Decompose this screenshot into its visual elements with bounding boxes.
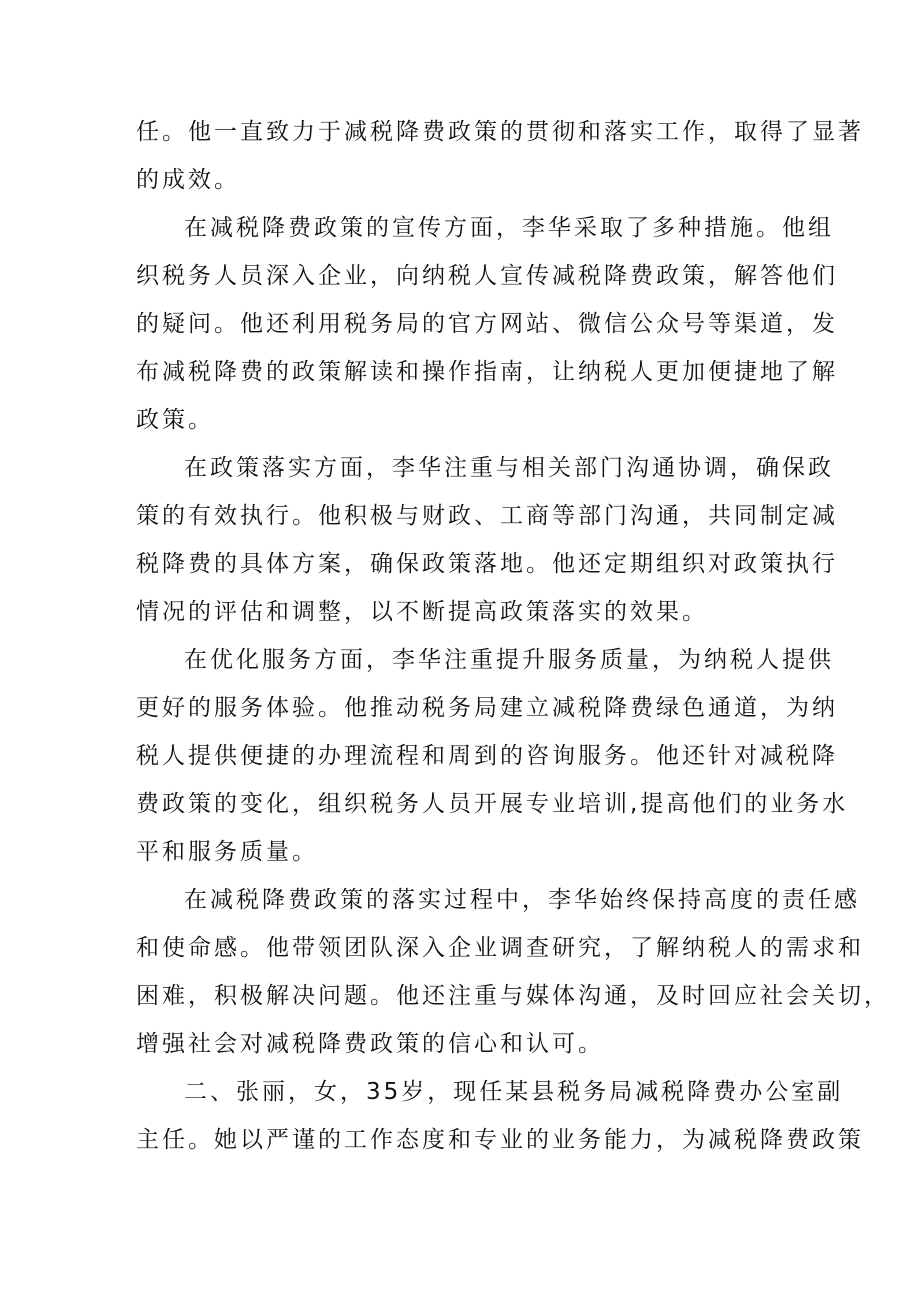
text-line-3: 在减税降费政策的宣传方面，李华采取了多种措施。他组 bbox=[184, 215, 834, 241]
text-line-13: 更好的服务体验。他推动税务局建立减税降费绿色通道，为纳 bbox=[136, 695, 838, 721]
text-line-21: 二、张丽，女，35岁，现任某县税务局减税降费办公室副 bbox=[184, 1079, 844, 1105]
text-line-17: 在减税降费政策的落实过程中，李华始终保持高度的责任感 bbox=[184, 887, 860, 913]
text-line-18: 和使命感。他带领团队深入企业调查研究，了解纳税人的需求和 bbox=[136, 935, 864, 961]
text-line-10: 税降费的具体方案，确保政策落地。他还定期组织对政策执行 bbox=[136, 551, 838, 577]
text-line-16: 平和服务质量。 bbox=[136, 839, 318, 865]
text-line-7: 政策。 bbox=[136, 407, 214, 433]
text-line-1: 任。他一直致力于减税降费政策的贯彻和落实工作，取得了显著 bbox=[136, 119, 864, 145]
text-line-2: 的成效。 bbox=[136, 167, 240, 193]
text-line-12: 在优化服务方面，李华注重提升服务质量，为纳税人提供 bbox=[184, 647, 834, 673]
text-line-8: 在政策落实方面，李华注重与相关部门沟通协调，确保政 bbox=[184, 455, 834, 481]
text-line-9: 策的有效执行。他积极与财政、工商等部门沟通，共同制定减 bbox=[136, 503, 838, 529]
text-line-14: 税人提供便捷的办理流程和周到的咨询服务。他还针对减税降 bbox=[136, 743, 838, 769]
text-line-11: 情况的评估和调整，以不断提高政策落实的效果。 bbox=[136, 599, 708, 625]
text-line-6: 布减税降费的政策解读和操作指南，让纳税人更加便捷地了解 bbox=[136, 359, 838, 385]
text-line-20: 增强社会对减税降费政策的信心和认可。 bbox=[136, 1031, 604, 1057]
text-line-22: 主任。她以严谨的工作态度和专业的业务能力，为减税降费政策 bbox=[136, 1127, 864, 1153]
text-line-19: 困难，积极解决问题。他还注重与媒体沟通，及时回应社会关切， bbox=[136, 983, 890, 1009]
text-line-4: 织税务人员深入企业，向纳税人宣传减税降费政策，解答他们 bbox=[136, 263, 838, 289]
document-body bbox=[136, 108, 890, 1164]
text-line-15: 费政策的变化，组织税务人员开展专业培训,提高他们的业务水 bbox=[136, 791, 849, 817]
text-line-5: 的疑问。他还利用税务局的官方网站、微信公众号等渠道，发 bbox=[136, 311, 838, 337]
